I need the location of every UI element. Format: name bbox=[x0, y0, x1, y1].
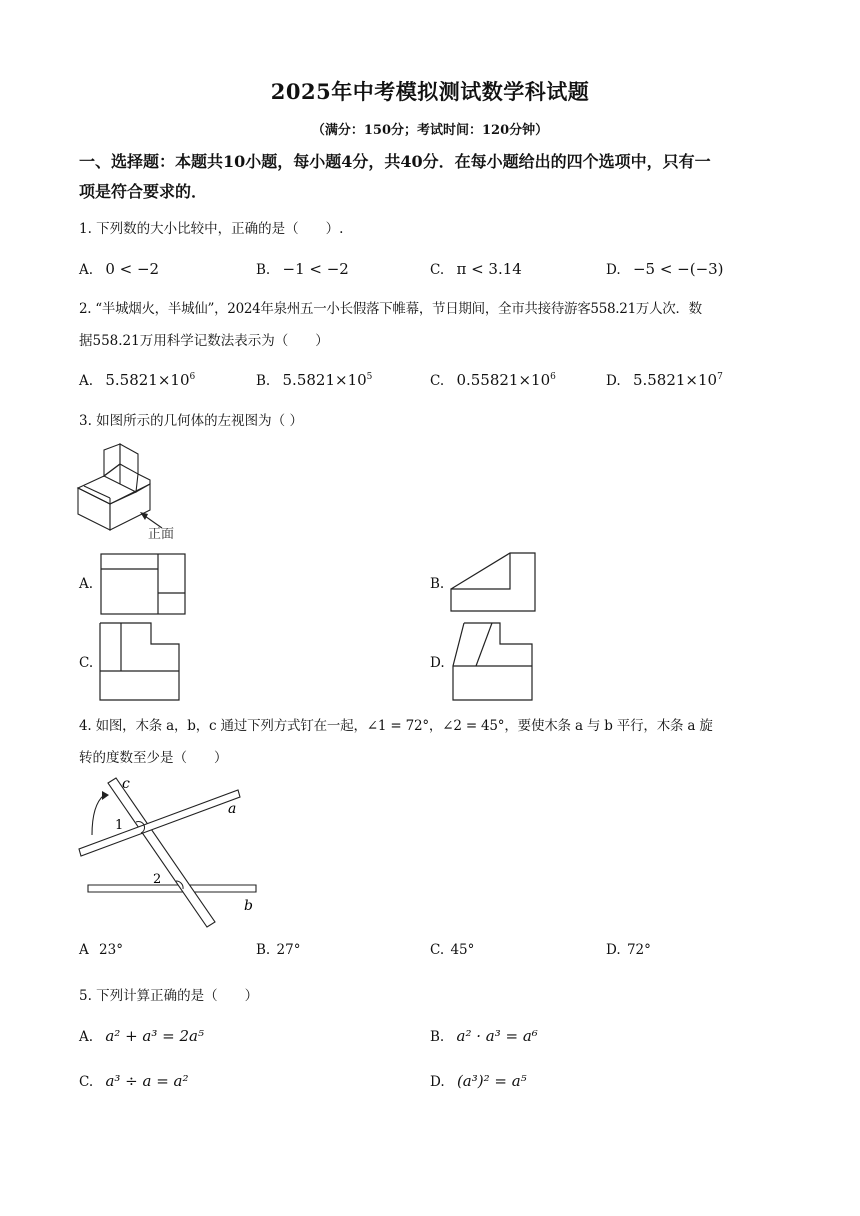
option-label: C. bbox=[430, 942, 445, 958]
label-a: a bbox=[228, 801, 237, 817]
q3-option-d-label[interactable]: D. bbox=[430, 655, 445, 671]
question-4-stem: 4. 如图，木条 a，b，c 通过下列方式钉在一起，∠1 = 72°，∠2 = 45°，要使木条 a 与 b 平行，木条 a 旋 bbox=[79, 718, 713, 734]
option-label: C. bbox=[430, 373, 445, 389]
q2-option-a[interactable] bbox=[79, 371, 195, 389]
option-label: C. bbox=[430, 262, 445, 278]
option-expr: a² · a³ = a⁶ bbox=[456, 1027, 538, 1045]
q1-option-d[interactable] bbox=[606, 260, 724, 278]
option-label: D. bbox=[606, 942, 621, 958]
label-b: b bbox=[244, 898, 253, 914]
front-view-label: 正面 bbox=[148, 527, 175, 542]
option-label: D. bbox=[430, 1074, 445, 1090]
option-label: C. bbox=[79, 1074, 94, 1090]
option-label: B. bbox=[430, 1029, 445, 1045]
option-expr: $5.5821\times 10^6$ bbox=[105, 371, 196, 389]
q5-option-c[interactable] bbox=[79, 1072, 189, 1090]
q5-option-b[interactable] bbox=[430, 1027, 538, 1045]
q3-option-b-figure[interactable] bbox=[450, 551, 536, 613]
option-value: 72° bbox=[626, 942, 651, 958]
q3-option-c-label[interactable]: C. bbox=[79, 655, 94, 671]
q4-sticks-figure bbox=[78, 775, 278, 930]
option-label: B. bbox=[256, 942, 271, 958]
option-expr: $5.5821\times 10^7$ bbox=[632, 371, 723, 389]
option-expr: −5 < −(−3) bbox=[632, 260, 724, 278]
option-expr: $5.5821\times 10^5$ bbox=[282, 371, 373, 389]
q3-option-c-figure[interactable] bbox=[99, 622, 181, 702]
q5-option-a[interactable] bbox=[79, 1027, 204, 1045]
option-label: A. bbox=[79, 373, 94, 389]
q1-option-b[interactable] bbox=[256, 260, 349, 278]
option-label: D. bbox=[606, 262, 621, 278]
option-label: D. bbox=[606, 373, 621, 389]
stick-b bbox=[88, 885, 256, 892]
option-value: 23° bbox=[99, 942, 123, 958]
option-expr: (a³)² = a⁵ bbox=[456, 1072, 527, 1090]
q3-option-a-figure[interactable] bbox=[100, 553, 186, 615]
q3-option-a-label[interactable]: A. bbox=[79, 576, 94, 592]
q3-option-b-label[interactable]: B. bbox=[430, 576, 445, 592]
q4-option-c[interactable] bbox=[430, 942, 474, 958]
exam-info: （满分：150分；考试时间：120分钟） bbox=[311, 123, 549, 138]
option-expr: a³ ÷ a = a² bbox=[105, 1072, 189, 1090]
q1-option-a[interactable] bbox=[79, 260, 159, 278]
option-expr: 0 < −2 bbox=[105, 260, 160, 278]
label-angle-1: 1 bbox=[115, 818, 124, 833]
page-title: 2025年中考模拟测试数学科试题 bbox=[270, 79, 590, 104]
label-angle-2: 2 bbox=[153, 872, 162, 887]
option-label: B. bbox=[256, 262, 271, 278]
q2-option-c[interactable] bbox=[430, 371, 556, 389]
q2-option-b[interactable] bbox=[256, 371, 372, 389]
section-heading: 一、选择题：本题共10小题，每小题4分，共40分．在每小题给出的四个选项中，只有一 bbox=[79, 152, 711, 171]
option-value: 27° bbox=[276, 942, 301, 958]
q1-option-c[interactable] bbox=[430, 260, 522, 278]
option-label: A. bbox=[79, 1029, 94, 1045]
q4-option-a[interactable] bbox=[79, 942, 123, 958]
option-expr: a² + a³ = 2a⁵ bbox=[105, 1027, 204, 1045]
question-3-stem: 3. 如图所示的几何体的左视图为（ ） bbox=[79, 413, 303, 429]
q2-option-d[interactable] bbox=[606, 371, 723, 389]
question-2-stem-cont: 据558.21万用科学记数法表示为（ ） bbox=[79, 333, 329, 349]
option-expr: $0.55821\times 10^6$ bbox=[456, 371, 556, 389]
option-value: 45° bbox=[450, 942, 475, 958]
q5-option-d[interactable] bbox=[430, 1072, 527, 1090]
q3-option-d-figure[interactable] bbox=[452, 622, 534, 702]
option-label: A bbox=[79, 942, 89, 958]
question-4-stem-cont: 转的度数至少是（ ） bbox=[79, 750, 228, 766]
question-2-stem: 2. “半城烟火，半城仙”，2024年泉州五一小长假落下帷幕，节日期间，全市共接待游客558.21万人次．数 bbox=[79, 301, 702, 317]
option-label: B. bbox=[256, 373, 271, 389]
option-label: A. bbox=[79, 262, 94, 278]
option-expr: −1 < −2 bbox=[282, 260, 349, 278]
option-expr: π < 3.14 bbox=[456, 260, 522, 278]
stick-c bbox=[108, 778, 215, 927]
question-1-stem: 1. 下列数的大小比较中，正确的是（ ）. bbox=[79, 221, 344, 237]
question-5-stem: 5. 下列计算正确的是（ ） bbox=[79, 988, 259, 1004]
q3-solid-figure bbox=[76, 440, 196, 550]
label-c: c bbox=[122, 776, 130, 792]
q4-option-b[interactable] bbox=[256, 942, 300, 958]
q4-option-d[interactable] bbox=[606, 942, 651, 958]
section-heading-cont: 项是符合要求的． bbox=[79, 182, 208, 201]
